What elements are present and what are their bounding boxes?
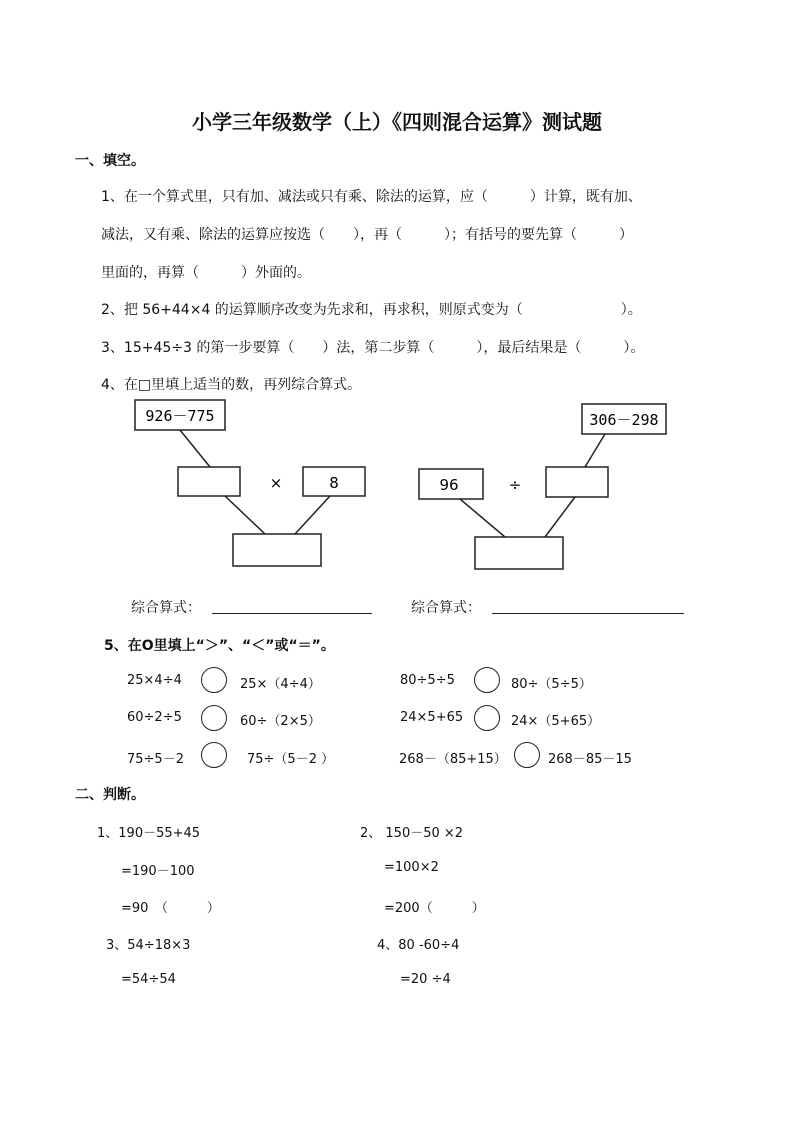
section-heading-fill-blank: 一、填空。	[75, 153, 145, 169]
q2-text: 2、把 56+44×4 的运算顺序改变为先求和，再求积，则原式变为（ ）。	[101, 302, 642, 318]
right-formula-label: 综合算式：	[411, 600, 481, 616]
p2-line2: =100×2	[384, 860, 439, 875]
q1-line2: 减法，又有乘、除法的运算应按选（ ），再（ ）；有括号的要先算（ ）	[101, 227, 633, 243]
q5-r2-b-right: 24×（5+65）	[511, 714, 601, 729]
p1-line2: =190－100	[121, 864, 195, 879]
right-result-box[interactable]	[475, 537, 563, 569]
p1-line1: 1、190－55+45	[97, 826, 201, 841]
right-blank-box[interactable]	[546, 467, 608, 497]
left-top-expression: 926－775	[145, 407, 215, 425]
q5-r3-b-right: 268－85－15	[548, 752, 632, 767]
q1-line3: 里面的，再算（ ）外面的。	[101, 265, 311, 281]
q5-r1-b-left: 80÷5÷5	[400, 673, 455, 688]
q5-text: 5、在O里填上“＞”、“＜”或“＝”。	[104, 638, 335, 654]
q5-r1-b-right: 80÷（5÷5）	[511, 677, 592, 692]
left-blank-box[interactable]	[178, 467, 240, 496]
q5-r2-b-left: 24×5+65	[400, 710, 464, 725]
right-operator: ÷	[508, 476, 522, 494]
right-tree-diagram	[405, 396, 675, 576]
page-title: 小学三年级数学（上）《四则混合运算》测试题	[192, 110, 602, 134]
left-formula-blank[interactable]	[212, 613, 372, 614]
q5-r3-a-circle[interactable]	[201, 742, 227, 768]
p3-line1: 3、54÷18×3	[106, 938, 191, 953]
q5-r3-b-circle[interactable]	[514, 742, 540, 768]
left-result-box[interactable]	[233, 534, 321, 566]
q5-r2-a-circle[interactable]	[201, 705, 227, 731]
left-right-value: 8	[329, 474, 339, 492]
section-heading-judge: 二、判断。	[75, 787, 145, 803]
p4-line1: 4、80 -60÷4	[377, 938, 460, 953]
q5-r1-a-left: 25×4÷4	[127, 673, 182, 688]
q5-r3-a-right: 75÷（5－2 ）	[247, 752, 335, 767]
q4-text: 4、在□里填上适当的数，再列综合算式。	[101, 377, 362, 393]
q5-r1-a-circle[interactable]	[201, 667, 227, 693]
q5-r3-a-left: 75÷5－2	[127, 752, 184, 767]
left-tree-diagram	[125, 396, 385, 576]
p4-line2: =20 ÷4	[400, 972, 451, 987]
q5-r3-b-left: 268－（85+15）	[399, 752, 507, 767]
right-top-expression: 306－298	[589, 411, 659, 429]
q5-r2-a-right: 60÷（2×5）	[240, 714, 321, 729]
q3-text: 3、15+45÷3 的第一步要算（ ）法，第二步算（ ），最后结果是（ ）。	[101, 340, 645, 356]
q5-r1-a-right: 25×（4÷4）	[240, 677, 321, 692]
q5-r2-b-circle[interactable]	[474, 705, 500, 731]
q5-r1-b-circle[interactable]	[474, 667, 500, 693]
right-left-value: 96	[439, 476, 459, 494]
p2-line1: 2、 150－50 ×2	[360, 826, 464, 841]
p3-line2: =54÷54	[121, 972, 176, 987]
p2-line3: =200（ ）	[384, 901, 485, 916]
left-formula-label: 综合算式：	[131, 600, 201, 616]
q5-r2-a-left: 60÷2÷5	[127, 710, 182, 725]
left-operator: ×	[269, 474, 283, 492]
right-formula-blank[interactable]	[492, 613, 684, 614]
q1-line1: 1、在一个算式里，只有加、减法或只有乘、除法的运算，应（ ）计算，既有加、	[101, 189, 642, 205]
p1-line3: =90 （ ）	[121, 901, 220, 916]
